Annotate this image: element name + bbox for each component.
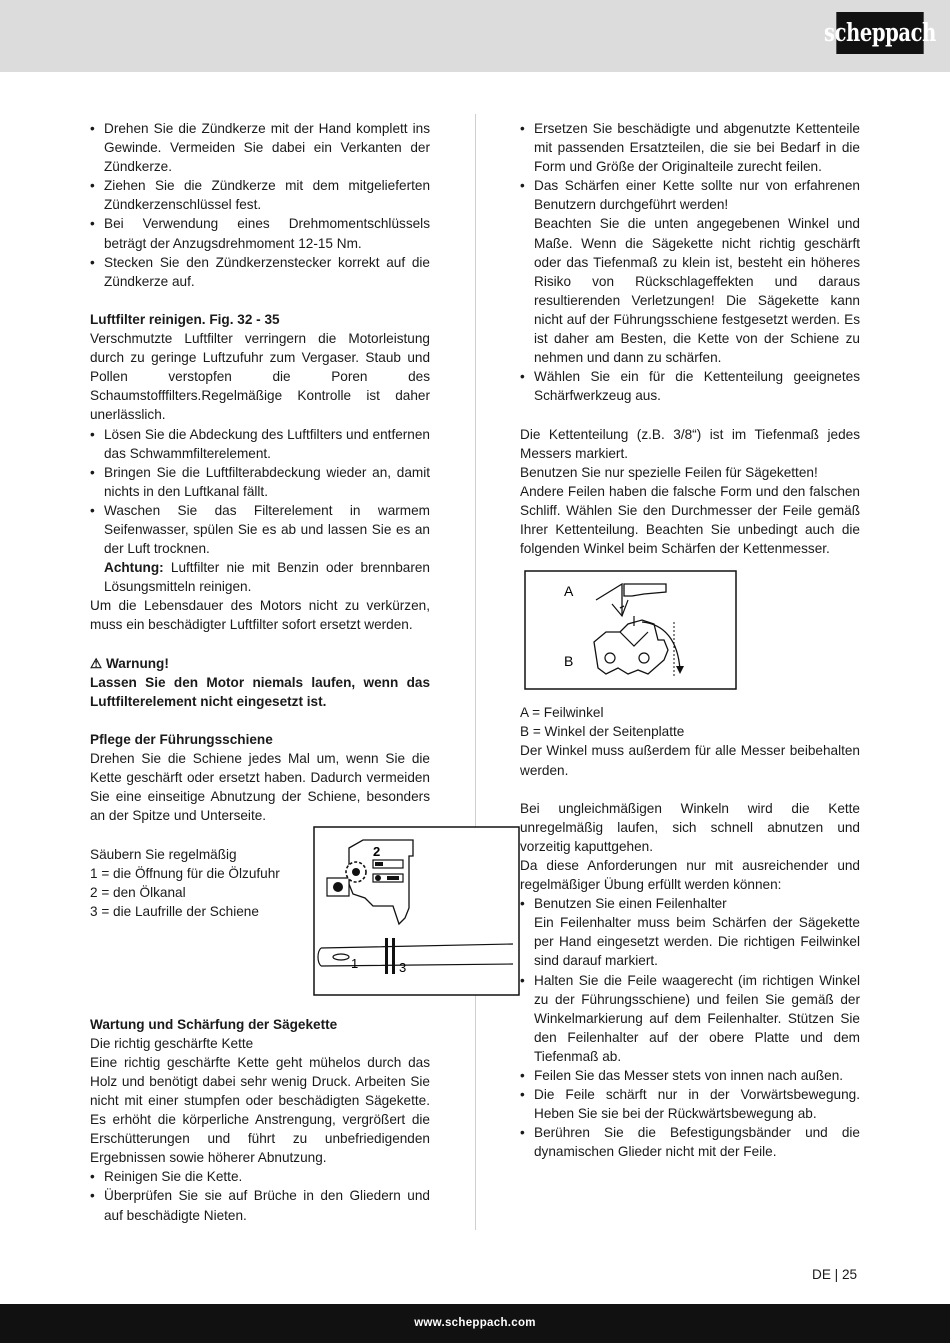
chain-heading: Wartung und Schärfung der Sägekette [90, 1016, 338, 1032]
figure-label-2: 2 [373, 843, 381, 859]
list-item: • Überprüfen Sie sie auf Brüche in den Gliedern und auf beschädigte Nieten. [90, 1186, 430, 1224]
files-line: Benutzen Sie nur spezielle Feilen für Sägeketten! [520, 464, 818, 480]
list-item: • Wählen Sie ein für die Kettenteilung geeignetes Schärfwerkzeug aus. [520, 367, 860, 405]
filing-list [520, 971, 860, 1162]
list-item: • Benutzen Sie einen Feilenhalter [520, 894, 860, 913]
warning-text: Lassen Sie den Motor niemals laufen, wenn das Luftfilterelement nicht eingesetzt ist. [90, 674, 430, 709]
air-filter-outro: Um die Lebensdauer des Motors nicht zu verkürzen, muss ein beschädigter Luftfilter sofort ersetzt werden. [90, 598, 430, 633]
list-item: • Ersetzen Sie beschädigte und abgenutzte Kettenteile mit passenden Ersatzteilen, die sie bei Bedarf in die Form und Größe der Originalteile zurecht feilen. [520, 119, 860, 176]
list-item: • Waschen Sie das Filterelement in warmem Seifenwasser, spülen Sie es ab und lassen Sie es an der Luft trocknen. [90, 501, 430, 558]
chain-text: Eine richtig geschärfte Kette geht mühelos durch das Holz und benötigt dabei sehr wenig Druck. Arbeiten Sie nicht mit einer stumpfen oder beschädigten Sägekette. Es erhöht die körperliche Anstrengung, vergrößert die Erschütterungen und führt zu unbefriedigenden Ergebnissen sowie höherer Abnutzung. [90, 1054, 430, 1166]
bar-cleaning-block [90, 845, 430, 1015]
list-item: • Halten Sie die Feile waagerecht (im richtigen Winkel zu der Führungsschiene) und feilen Sie gemäß der Winkelmarkierung auf dem Feilenhalter. Stützen Sie den Feilenhalter auf der obere Platte und dem Tiefenmaß ab. [520, 971, 860, 1066]
brand-logo: scheppach [836, 12, 923, 54]
bar-care-heading: Pflege der Führungsschiene [90, 732, 273, 747]
left-column [90, 119, 430, 1225]
clean-line: Säubern Sie regelmäßig [90, 846, 237, 862]
footer-url: www.scheppach.com [414, 1317, 536, 1329]
figure-label-1: 1 [351, 955, 359, 971]
requirements-text: Da diese Anforderungen nur mit ausreichender und regelmäßiger Übung erfüllt werden können: [520, 858, 860, 893]
list-item: • Bei Verwendung eines Drehmomentschlüssels beträgt der Anzugsdrehmoment 12-15 Nm. [90, 214, 430, 252]
list-item: • Reinigen Sie die Kette. [90, 1167, 430, 1186]
column-divider [475, 114, 476, 1230]
list-item: • Lösen Sie die Abdeckung des Luftfilters und entfernen das Schwammfilterelement. [90, 425, 430, 463]
file-holder-list [520, 894, 860, 913]
caution-text: Luftfilter nie mit Benzin oder brennbaren Lösungsmitteln reinigen. [104, 560, 430, 595]
header-bar [0, 0, 950, 72]
spark-plug-list [90, 119, 430, 291]
clean-line: 1 = die Öffnung für die Ölzufuhr [90, 865, 280, 881]
caution-label: Achtung: [104, 560, 164, 576]
files-text: Andere Feilen haben die falsche Form und den falschen Schliff. Wählen Sie den Durchmesser der Feile gemäß Ihrer Kettenteilung. Beachten Sie unbedingt auch die folgenden Winkel beim Schärfen der Kettenmesser. [520, 483, 860, 557]
warning-label: ⚠ Warnung! [90, 655, 169, 671]
uneven-text: Bei ungleichmäßigen Winkeln wird die Kette unregelmäßig laufen, sich schnell abnutzen und vorzeitig kaputtgehen. [520, 800, 860, 854]
list-item: • Drehen Sie die Zündkerze mit der Hand komplett ins Gewinde. Vermeiden Sie dabei ein Verkanten der Zündkerze. [90, 119, 430, 176]
list-item: • Berühren Sie die Befestigungsbänder und die dynamischen Glieder nicht mit der Feile. [520, 1123, 860, 1161]
chain-subheading: Die richtig geschärfte Kette [90, 1035, 254, 1051]
angle-text: Der Winkel muss außerdem für alle Messer beibehalten werden. [520, 743, 860, 778]
list-item: • Das Schärfen einer Kette sollte nur von erfahrenen Benutzern durchgeführt werden! [520, 176, 860, 214]
air-filter-list [90, 425, 430, 559]
legend-a: A = Feilwinkel [520, 705, 604, 721]
list-item: • Feilen Sie das Messer stets von innen nach außen. [520, 1066, 860, 1085]
list-item: • Ziehen Sie die Zündkerze mit dem mitgelieferten Zündkerzenschlüssel fest. [90, 176, 430, 214]
chain-parts-list [520, 119, 860, 214]
right-column [520, 119, 860, 1162]
list-item: • Die Feile schärft nur in der Vorwärtsbewegung. Heben Sie sie bei der Rückwärtsbewegung ab. [520, 1085, 860, 1123]
figure-label-3: 3 [399, 959, 407, 975]
page-number: DE | 25 [812, 1267, 858, 1282]
sharpen-note: Beachten Sie die unten angegebenen Winkel und Maße. Wenn die Sägekette nicht richtig geschärft oder das Tiefenmaß zu klein ist, besteht ein höheres Risiko von Rückschlageffekten und daraus resultierenden Verletzungen! Die Sägekette kann nicht auf der Führungsschiene festgesetzt werden. Es ist daher am Besten, die Kette von der Schiene zu nehmen und dann zu schärfen. [534, 216, 860, 366]
bar-care-text: Drehen Sie die Schiene jedes Mal um, wenn Sie die Kette geschärft oder ersetzt haben. Dadurch vermeiden Sie eine einseitige Abnutzung der Schiene, besonders an der Spitze und Unterseite. [90, 751, 430, 824]
air-filter-intro: Verschmutzte Luftfilter verringern die Motorleistung durch zu geringe Luftzufuhr zum Vergaser. Staub und Pollen verstopfen die Poren des Schaumstofffilters.Regelmäßige Kontrolle ist daher unerlässlich. [90, 331, 430, 423]
file-holder-text: Ein Feilenhalter muss beim Schärfen der Sägekette per Hand eingesetzt werden. Die richtigen Feilwinkel sind darauf markiert. [534, 915, 860, 969]
legend-b: B = Winkel der Seitenplatte [520, 724, 685, 740]
clean-line: 2 = den Ölkanal [90, 884, 186, 900]
list-item: • Stecken Sie den Zündkerzenstecker korrekt auf die Zündkerze auf. [90, 253, 430, 291]
file-angle-figure [524, 570, 737, 690]
air-filter-heading: Luftfilter reinigen. Fig. 32 - 35 [90, 311, 280, 327]
guide-bar-figure [313, 826, 520, 996]
figure-label-a: A [564, 583, 574, 600]
tool-list [520, 367, 860, 405]
pitch-text: Die Kettenteilung (z.B. 3/8“) ist im Tiefenmaß jedes Messers markiert. [520, 426, 860, 461]
list-item: • Bringen Sie die Luftfilterabdeckung wieder an, damit nichts in den Luftkanal fällt. [90, 463, 430, 501]
caution-note [90, 558, 430, 596]
clean-line: 3 = die Laufrille der Schiene [90, 903, 259, 919]
figure-label-b: B [564, 653, 574, 670]
chain-list [90, 1167, 430, 1224]
